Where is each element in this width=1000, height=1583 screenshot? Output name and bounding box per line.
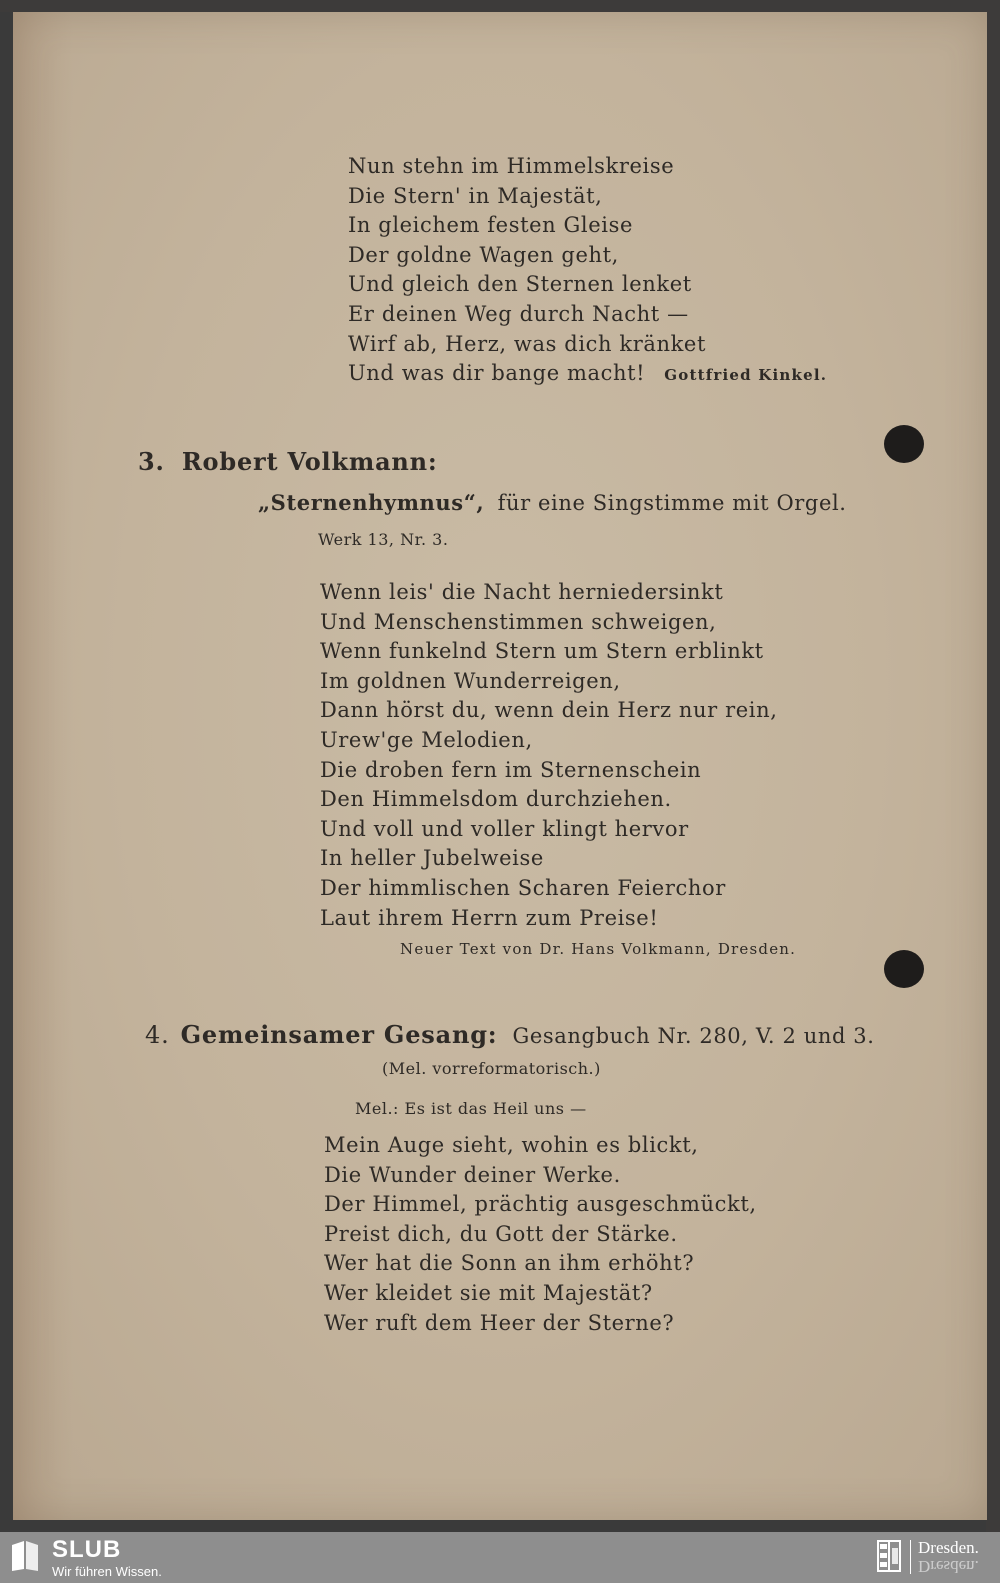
dresden-crest-icon[interactable] (877, 1540, 901, 1574)
melody-note: (Mel. vorreformatorisch.) (382, 1059, 601, 1078)
composer-name: Robert Volkmann: (181, 447, 438, 476)
section-4-heading (145, 1020, 875, 1049)
verse-line: In heller Jubelweise (320, 846, 544, 871)
verse-line: Urew'ge Melodien, (320, 727, 533, 752)
verse-line: Die Stern' in Majestät, (348, 183, 603, 208)
section-number: 3. (138, 447, 165, 476)
verse-line: Wirf ab, Herz, was dich kränket (348, 331, 706, 356)
verse-line: Der himmlischen Scharen Feierchor (320, 875, 726, 900)
verse-line: Der goldne Wagen geht, (348, 242, 619, 267)
opus-number: Werk 13, Nr. 3. (318, 530, 449, 549)
library-logo-text[interactable]: SLUB (52, 1536, 122, 1563)
verse-line: Den Himmelsdom durchziehen. (320, 787, 672, 812)
punch-hole (884, 950, 924, 988)
verse-line: Preist dich, du Gott der Stärke. (324, 1221, 678, 1246)
verse-line: Und gleich den Sternen lenket (348, 272, 692, 297)
verse-line: Nun stehn im Himmelskreise (348, 154, 675, 178)
verse-line: Und Menschenstimmen schweigen, (320, 609, 717, 634)
verse-line: Er deinen Weg durch Nacht — (348, 301, 689, 326)
verse-line: Laut ihrem Herrn zum Preise! (320, 905, 659, 930)
verse-line: Die droben fern im Sternenschein (320, 757, 702, 782)
work-title-line (258, 490, 847, 515)
poem-sternenhymnus (320, 578, 777, 933)
verse-line: In gleichem festen Gleise (348, 213, 633, 238)
library-tagline: Wir führen Wissen. (52, 1564, 162, 1579)
verse-line: Und was dir bange macht! (348, 361, 646, 386)
scan-border-top (0, 0, 1000, 12)
footer-divider (910, 1540, 911, 1574)
hymn-verse (324, 1131, 757, 1338)
poem-kinkel (348, 152, 828, 389)
section-3-heading (138, 447, 438, 476)
slub-book-icon[interactable] (10, 1539, 40, 1573)
verse-line: Wer kleidet sie mit Majestät? (324, 1280, 653, 1305)
melody-name: Mel.: Es ist das Heil uns — (355, 1099, 587, 1118)
verse-line: Wer hat die Sonn an ihm erhöht? (324, 1251, 695, 1276)
verse-line: Die Wunder deiner Werke. (324, 1162, 621, 1187)
hymn-heading: Gemeinsamer Gesang: (180, 1020, 498, 1049)
verse-line: Wenn funkelnd Stern um Stern erblinkt (320, 639, 764, 664)
city-logo-text[interactable]: Dresden. (918, 1538, 979, 1557)
poem-author: Gottfried Kinkel. (664, 366, 828, 385)
paper-stain (13, 12, 73, 1520)
scan-border-right (986, 0, 1000, 1532)
verse-line: Und voll und voller klingt hervor (320, 816, 689, 841)
verse-line: Im goldnen Wunderreigen, (320, 668, 621, 693)
verse-line: Der Himmel, prächtig ausgeschmückt, (324, 1192, 757, 1217)
verse-line: Wenn leis' die Nacht herniedersinkt (320, 580, 724, 604)
work-description: für eine Singstimme mit Orgel. (497, 491, 847, 515)
punch-hole (884, 425, 924, 463)
section-number: 4. (145, 1021, 170, 1049)
verse-line: Dann hörst du, wenn dein Herz nur rein, (320, 698, 778, 723)
verse-line: Mein Auge sieht, wohin es blickt, (324, 1133, 699, 1157)
footer-bar (0, 1532, 1000, 1583)
hymnal-reference: Gesangbuch Nr. 280, V. 2 und 3. (512, 1024, 875, 1048)
verse-line: Wer ruft dem Heer der Sterne? (324, 1310, 675, 1335)
text-credit: Neuer Text von Dr. Hans Volkmann, Dresden. (400, 940, 797, 958)
work-title: „Sternenhymnus“, (258, 490, 485, 515)
city-logo-reflection: Dresden. (918, 1557, 979, 1576)
